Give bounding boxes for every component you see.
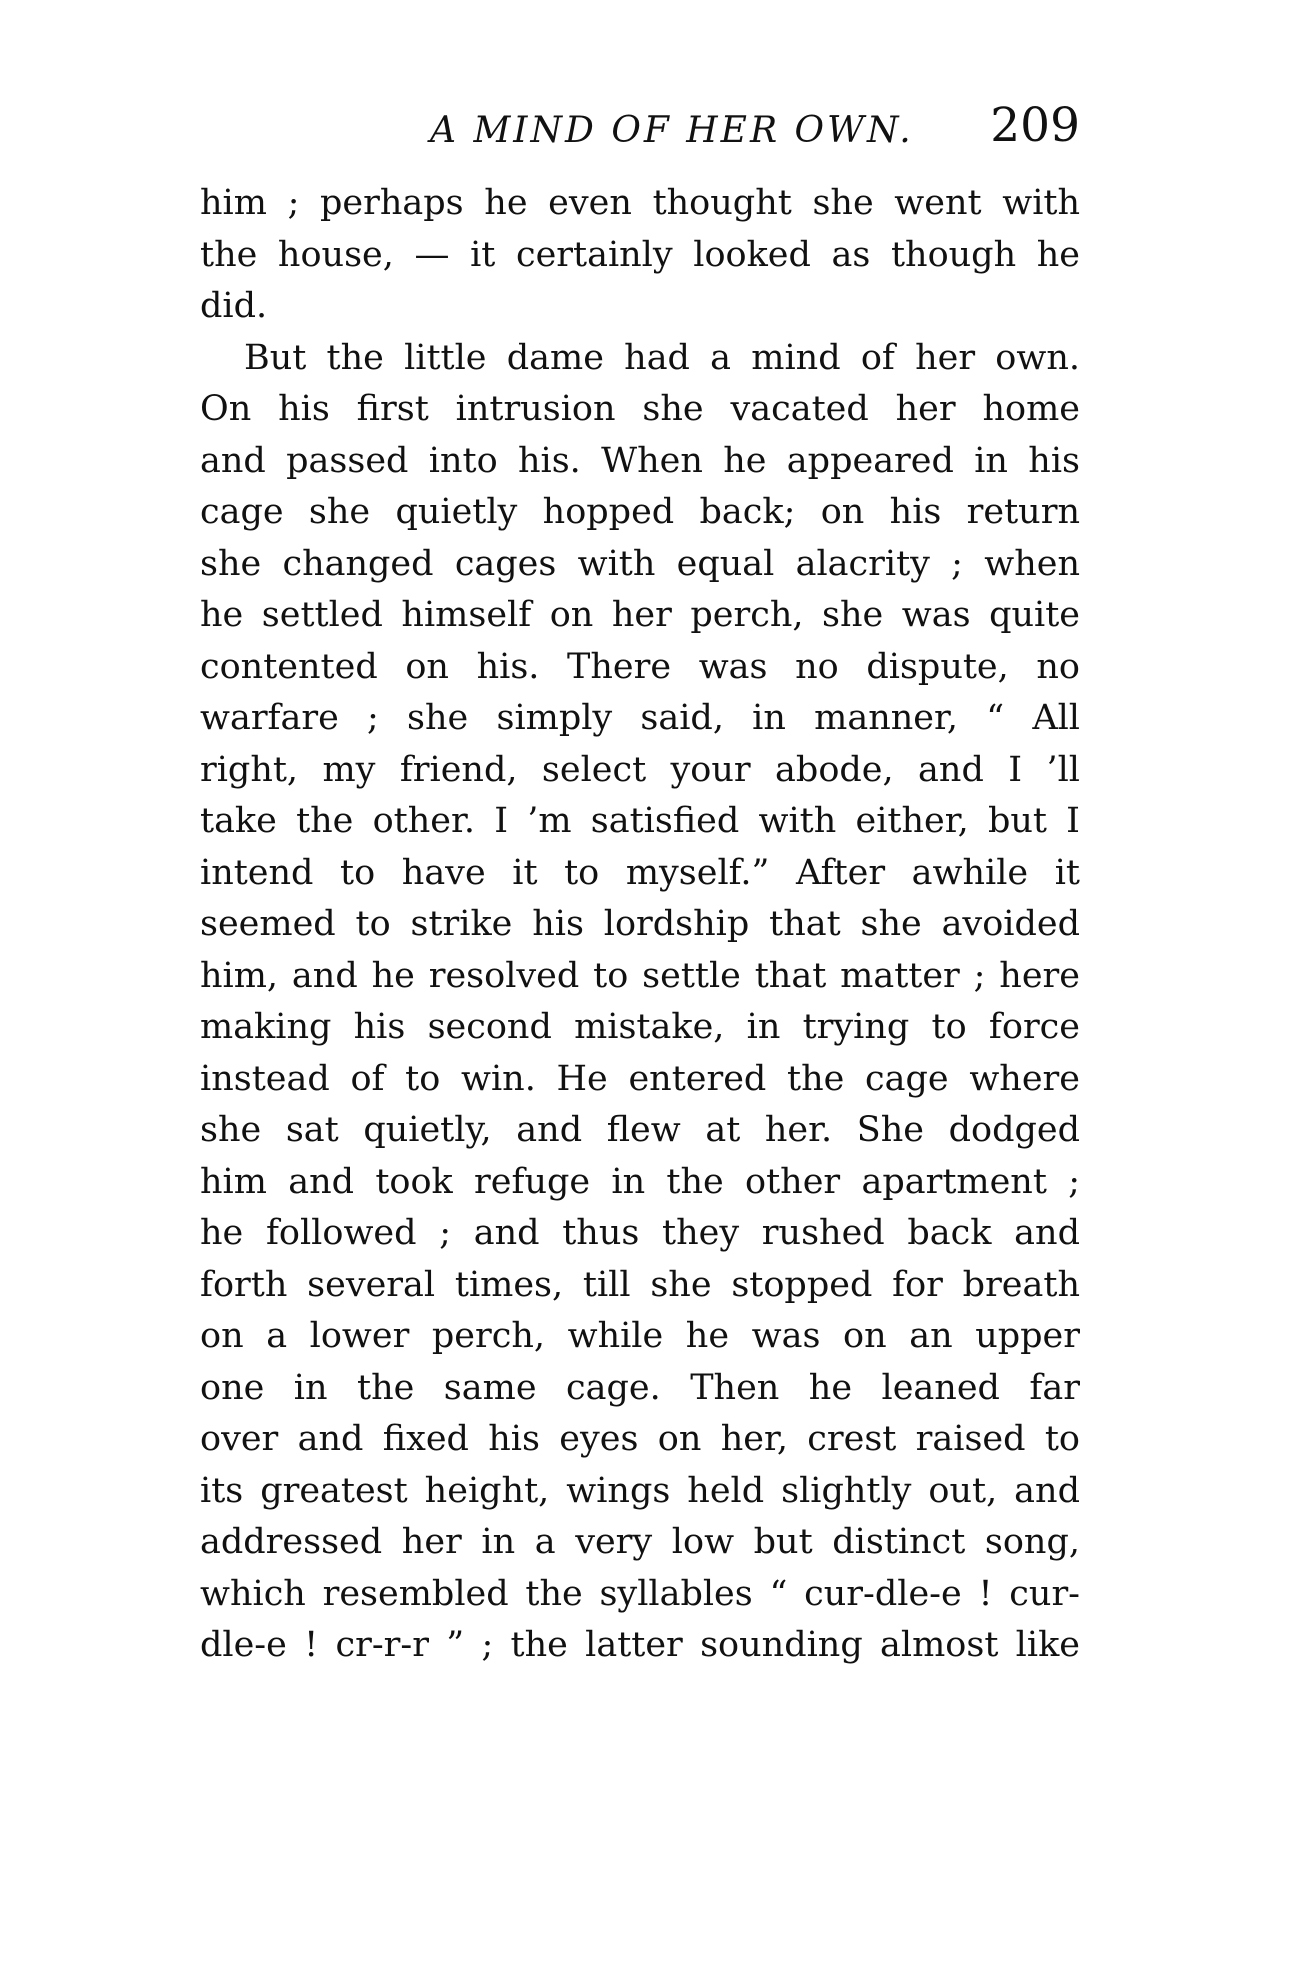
text-line: which resembled the syllables “ cur-dle-e ! cur- (200, 1573, 1080, 1614)
text-line: But the little dame had a mind of her own. (244, 337, 1080, 378)
text-line: warfare ; she simply said, in manner, “ All (200, 698, 1080, 738)
body-text (200, 178, 1080, 1672)
text-line: addressed her in a very low but distinct song, (200, 1522, 1080, 1562)
text-line: on a lower perch, while he was on an upper (200, 1316, 1080, 1356)
text-line: cage she quietly hopped back; on his return (200, 492, 1080, 532)
text-line: right, my friend, select your abode, and I ’ll (200, 749, 1080, 790)
text-line: its greatest height, wings held slightly out, and (200, 1470, 1080, 1511)
text-line: him and took refuge in the other apartment ; (200, 1161, 1080, 1202)
text-line: contented on his. There was no dispute, no (200, 646, 1080, 687)
text-line: did. (200, 286, 268, 326)
text-line: forth several times, till she stopped for breath (200, 1264, 1080, 1305)
text-line: dle-e ! cr-r-r ” ; the latter sounding almost like (200, 1625, 1080, 1665)
text-line: seemed to strike his lordship that she avoided (200, 904, 1080, 944)
running-header (200, 98, 1080, 158)
text-line: instead of to win. He entered the cage where (200, 1058, 1080, 1099)
page-number: 209 (990, 98, 1080, 153)
text-line: him ; perhaps he even thought she went with (200, 183, 1080, 223)
text-line: him, and he resolved to settle that matter ; here (200, 955, 1080, 996)
text-line: On his first intrusion she vacated her home (200, 389, 1080, 429)
text-line: one in the same cage. Then he leaned far (200, 1367, 1080, 1408)
running-title: A MIND OF HER OWN. (430, 110, 914, 151)
text-line: he settled himself on her perch, she was quite (200, 595, 1080, 635)
text-line: making his second mistake, in trying to force (200, 1007, 1080, 1047)
text-line: intend to have it to myself.” After awhile it (200, 852, 1080, 893)
text-line: she changed cages with equal alacrity ; when (200, 543, 1080, 584)
text-line: and passed into his. When he appeared in his (200, 440, 1080, 481)
text-line: take the other. I ’m satisfied with either, but I (200, 801, 1080, 841)
text-line: the house, — it certainly looked as though he (200, 234, 1080, 275)
text-line: she sat quietly, and flew at her. She dodged (200, 1110, 1080, 1150)
text-line: over and fixed his eyes on her, crest raised to (200, 1419, 1080, 1459)
text-line: he followed ; and thus they rushed back and (200, 1213, 1080, 1253)
